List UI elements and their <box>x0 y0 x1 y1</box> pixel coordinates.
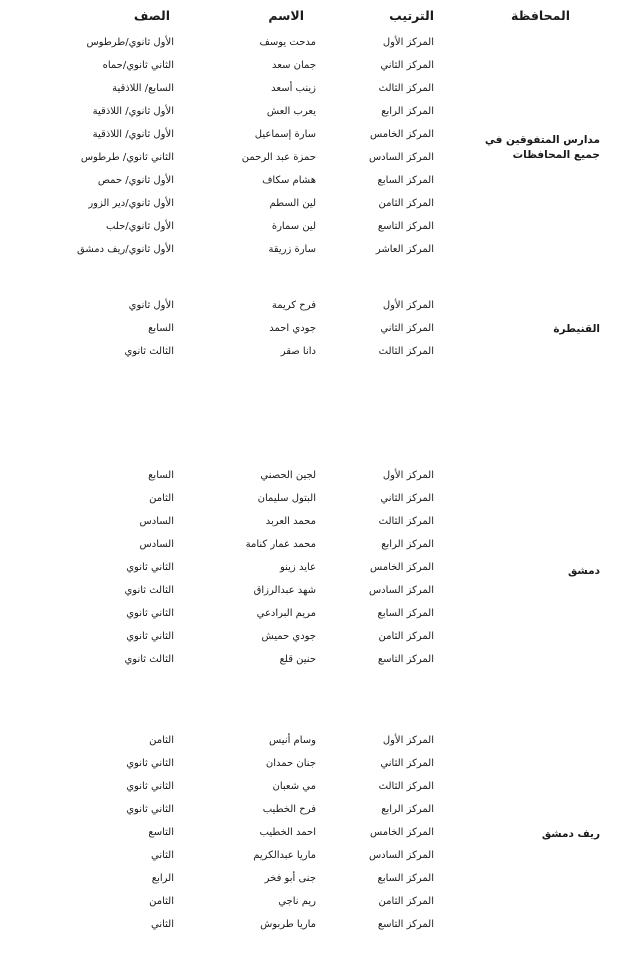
rank-cell: المركز الخامس <box>369 562 434 573</box>
name-cell: جنان حمدان <box>265 758 316 769</box>
grade-cell: الثاني ثانوي <box>126 804 174 815</box>
table-row <box>0 778 622 801</box>
name-cell: جودي حميش <box>261 631 316 642</box>
rank-cell: المركز السادس <box>368 585 434 596</box>
rank-cell: المركز الرابع <box>381 539 434 550</box>
table-row <box>0 172 622 195</box>
name-cell: البتول سليمان <box>257 493 316 504</box>
section <box>0 467 622 674</box>
name-cell: حنين قلع <box>279 654 316 665</box>
rank-cell: المركز الثالث <box>378 516 434 527</box>
name-cell: حمزة عبد الرحمن <box>241 152 316 163</box>
rank-cell: المركز السابع <box>377 608 434 619</box>
table-row <box>0 605 622 628</box>
rank-cell: المركز الثالث <box>378 781 434 792</box>
table-row <box>0 847 622 870</box>
table-row <box>0 241 622 264</box>
rank-cell: المركز الخامس <box>369 129 434 140</box>
rank-cell: المركز الثامن <box>378 896 434 907</box>
rank-cell: المركز الثالث <box>378 346 434 357</box>
header-governorate: المحافظة <box>510 8 570 23</box>
grade-cell: الأول ثانوي/ريف دمشق <box>77 244 174 255</box>
table-row <box>0 536 622 559</box>
table-row <box>0 628 622 651</box>
name-cell: محمد العربد <box>265 516 316 527</box>
grade-cell: السابع <box>148 470 174 481</box>
name-cell: ماريا طربوش <box>260 919 316 930</box>
header-rank: الترتيب <box>389 8 434 23</box>
table-row <box>0 824 622 847</box>
rank-cell: المركز الثالث <box>378 83 434 94</box>
rank-cell: المركز الرابع <box>381 106 434 117</box>
table-row <box>0 297 622 320</box>
grade-cell: الثاني <box>150 850 174 861</box>
rank-cell: المركز التاسع <box>377 221 434 232</box>
name-cell: هشام سكاف <box>262 175 316 186</box>
grade-cell: الثامن <box>149 735 174 746</box>
grade-cell: التاسع <box>148 827 174 838</box>
rank-cell: المركز الأول <box>382 470 434 481</box>
section <box>0 297 622 366</box>
grade-cell: الأول ثانوي/دير الزور <box>88 198 174 209</box>
grade-cell: الأول ثانوي/طرطوس <box>86 37 174 48</box>
grade-cell: الثاني ثانوي/حماه <box>102 60 174 71</box>
grade-cell: الثاني ثانوي <box>126 631 174 642</box>
grade-cell: الأول ثانوي <box>128 300 174 311</box>
name-cell: فرح الخطيب <box>262 804 316 815</box>
rank-cell: المركز السادس <box>368 850 434 861</box>
table-row <box>0 149 622 172</box>
name-cell: ماريا عبدالكريم <box>253 850 316 861</box>
table-row <box>0 732 622 755</box>
table-row <box>0 343 622 366</box>
section <box>0 732 622 939</box>
grade-cell: الثاني ثانوي <box>126 562 174 573</box>
grade-cell: الثالث ثانوي <box>124 585 174 596</box>
grade-cell: الأول ثانوي/ اللاذقية <box>92 106 174 117</box>
grade-cell: الأول ثانوي/ اللاذقية <box>92 129 174 140</box>
name-cell: مي شعبان <box>272 781 316 792</box>
name-cell: لين سمارة <box>271 221 316 232</box>
name-cell: لين السطم <box>269 198 316 209</box>
rank-cell: المركز الخامس <box>369 827 434 838</box>
table-row <box>0 195 622 218</box>
table-row <box>0 651 622 674</box>
rank-cell: المركز الثاني <box>380 493 434 504</box>
governorate-label-line: ريف دمشق <box>541 828 600 840</box>
rank-cell: المركز السادس <box>368 152 434 163</box>
grade-cell: السادس <box>139 516 174 527</box>
name-cell: دانا صقر <box>280 346 316 357</box>
name-cell: سارة زريقة <box>268 244 316 255</box>
governorate-label-line: جميع المحافظات <box>512 149 600 161</box>
name-cell: فرح كريمة <box>271 300 316 311</box>
name-cell: لجين الحصني <box>260 470 316 481</box>
rank-cell: المركز السابع <box>377 873 434 884</box>
grade-cell: الثالث ثانوي <box>124 654 174 665</box>
rank-cell: المركز التاسع <box>377 919 434 930</box>
grade-cell: الأول ثانوي/ حمص <box>97 175 174 186</box>
grade-cell: الثاني ثانوي <box>126 608 174 619</box>
table-row <box>0 34 622 57</box>
table-row <box>0 870 622 893</box>
section <box>0 34 622 264</box>
grade-cell: الثاني ثانوي/ طرطوس <box>80 152 174 163</box>
table-row <box>0 57 622 80</box>
name-cell: مدحت يوسف <box>259 37 316 48</box>
name-cell: زينب أسعد <box>271 83 316 94</box>
governorate-label-line: القنيطرة <box>553 323 600 335</box>
rank-cell: المركز الأول <box>382 37 434 48</box>
header-grade: الصف <box>133 8 170 23</box>
table-row <box>0 755 622 778</box>
table-row <box>0 582 622 605</box>
name-cell: جمان سعد <box>272 60 316 71</box>
header-name: الاسم <box>268 8 304 23</box>
rank-cell: المركز الثاني <box>380 323 434 334</box>
name-cell: احمد الخطيب <box>259 827 316 838</box>
grade-cell: السادس <box>139 539 174 550</box>
table-row <box>0 320 622 343</box>
rank-cell: المركز العاشر <box>375 244 434 255</box>
rank-cell: المركز الرابع <box>381 804 434 815</box>
rank-cell: المركز الثاني <box>380 758 434 769</box>
rank-cell: المركز الثاني <box>380 60 434 71</box>
table-row <box>0 916 622 939</box>
grade-cell: الثامن <box>149 896 174 907</box>
rank-cell: المركز السابع <box>377 175 434 186</box>
table-row <box>0 559 622 582</box>
governorate-label-line: دمشق <box>567 565 600 577</box>
table-row <box>0 467 622 490</box>
rank-cell: المركز الثامن <box>378 198 434 209</box>
name-cell: جودي احمد <box>269 323 316 334</box>
table-row <box>0 218 622 241</box>
grade-cell: السابع/ اللاذقية <box>112 83 174 94</box>
table-row <box>0 80 622 103</box>
table-row <box>0 126 622 149</box>
name-cell: سارة إسماعيل <box>254 129 316 140</box>
grade-cell: الثالث ثانوي <box>124 346 174 357</box>
grade-cell: الثاني ثانوي <box>126 781 174 792</box>
grade-cell: الثامن <box>149 493 174 504</box>
rank-cell: المركز الأول <box>382 735 434 746</box>
grade-cell: السابع <box>148 323 174 334</box>
name-cell: جنى أبو فخر <box>264 873 316 884</box>
table-row <box>0 893 622 916</box>
grade-cell: الثاني <box>150 919 174 930</box>
name-cell: وسام أنيس <box>269 735 316 746</box>
rank-cell: المركز التاسع <box>377 654 434 665</box>
name-cell: محمد عمار كنامة <box>245 539 316 550</box>
name-cell: ريم ناجي <box>278 896 316 907</box>
name-cell: عايد زينو <box>279 562 316 573</box>
grade-cell: الأول ثانوي/حلب <box>105 221 174 232</box>
name-cell: شهد عبدالرزاق <box>253 585 316 596</box>
name-cell: يعرب العش <box>266 106 316 117</box>
grade-cell: الرابع <box>151 873 174 884</box>
table-row <box>0 103 622 126</box>
table-row <box>0 513 622 536</box>
grade-cell: الثاني ثانوي <box>126 758 174 769</box>
rank-cell: المركز الأول <box>382 300 434 311</box>
governorate-label-line: مدارس المتفوقين في <box>484 134 600 146</box>
name-cell: مريم البرادعي <box>256 608 316 619</box>
rank-cell: المركز الثامن <box>378 631 434 642</box>
table-row <box>0 490 622 513</box>
table-row <box>0 801 622 824</box>
